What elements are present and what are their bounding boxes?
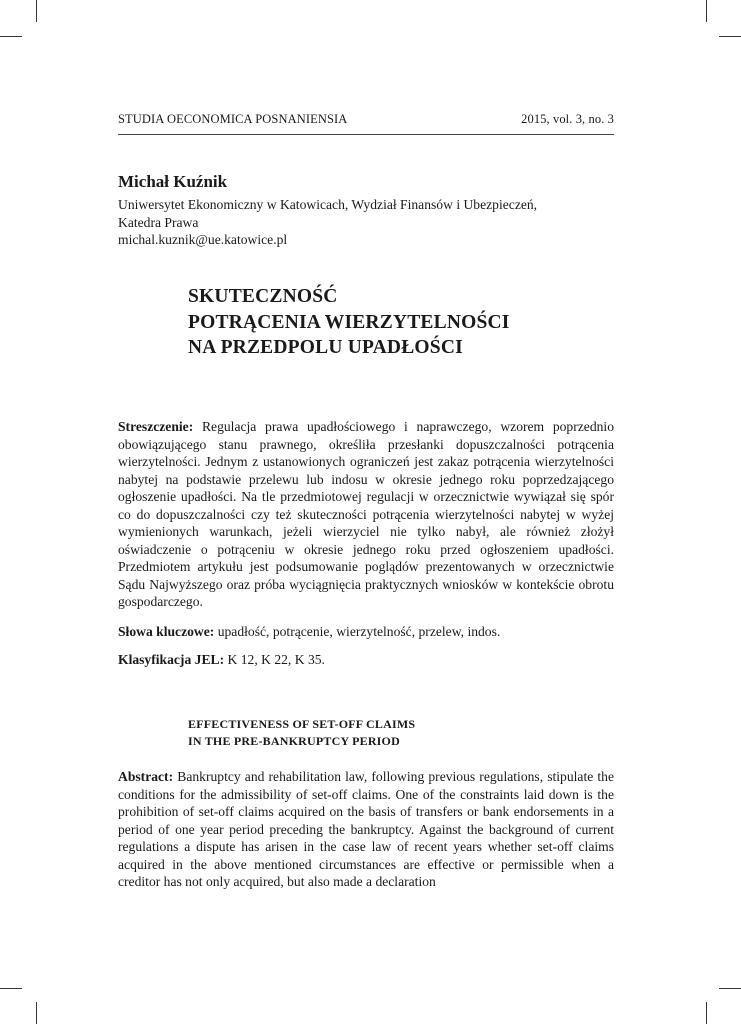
article-title-en <box>188 716 608 750</box>
jel-classification <box>118 652 325 668</box>
affiliation-line-1: Uniwersytet Ekonomiczny w Katowicach, Wydział Finansów i Ubezpieczeń, <box>118 197 538 212</box>
abstract-en-text: Bankruptcy and rehabilitation law, following previous regulations, stipulate the conditions for the admissibility of set-off claims. One of the constraints laid down is the prohibition of set-off claims acquired on the basis of transfers or bank endorsements in a period of one year period preceding the bankruptcy. Against the background of current regulations a dispute has arisen in the case law of recent years whether set-off claims acquired in the above mentioned circumstances are effective or permissible when a creditor has not only acquired, but also made a declaration <box>118 769 614 889</box>
crop-mark-top-right-h <box>719 36 741 37</box>
crop-mark-top-right-v <box>706 0 707 22</box>
keywords <box>118 624 500 640</box>
article-title-pl <box>188 284 608 361</box>
author-affiliation <box>118 196 614 249</box>
abstract-pl <box>118 418 614 611</box>
abstract-pl-text: Regulacja prawa upadłościowego i naprawczego, wzorem poprzednio obowiązującego stanu prawnego, określiła przesłanki dopuszczalności potrącenia wierzytelności. Jednym z ustanowionych ograniczeń jest zakaz potrącenia wierzytelności nabytej na podstawie przelewu lub indosu w okresie jednego roku poprzedzającego ogłoszenie upadłości. Na tle przedmiotowej regulacji w orzecznictwie wywiązał się spór co do dopuszczalności czy też skuteczności potrącenia wierzytelności nabytej w wyżej wymienionych warunkach, jeżeli wierzyciel nie tylko nabył, ale również złożył oświadczenie o potrąceniu w okresie jednego roku przed ogłoszeniem upadłości. Przedmiotem artykułu jest podsumowanie poglądów prezentowanych w orzecznictwie Sądu Najwyższego oraz próba wyciągnięcia praktycznych wniosków w kontekście obrotu gospodarczego. <box>118 419 614 609</box>
abstract-en-label: Abstract: <box>118 769 174 784</box>
title-pl-line-2: POTRĄCENIA WIERZYTELNOŚCI <box>188 311 510 333</box>
keywords-text: upadłość, potrącenie, wierzytelność, przelew, indos. <box>217 624 501 639</box>
crop-mark-bottom-left-h <box>0 988 22 989</box>
title-pl-line-3: NA PRZEDPOLU UPADŁOŚCI <box>188 337 463 358</box>
crop-mark-bottom-right-v <box>706 1002 707 1024</box>
header-rule <box>118 134 614 135</box>
issue-info: 2015, vol. 3, no. 3 <box>521 112 614 126</box>
abstract-en <box>118 768 614 891</box>
crop-mark-top-left-h <box>0 36 22 37</box>
jel-text: K 12, K 22, K 35. <box>227 652 325 667</box>
journal-name: STUDIA OECONOMICA POSNANIENSIA <box>118 112 348 126</box>
author-email: michal.kuznik@ue.katowice.pl <box>118 232 288 247</box>
author-name: Michał Kuźnik <box>118 172 228 191</box>
title-en-line-2: IN THE PRE-BANKRUPTCY PERIOD <box>188 734 400 748</box>
crop-mark-bottom-left-v <box>36 1002 37 1024</box>
affiliation-line-2: Katedra Prawa <box>118 214 199 230</box>
crop-mark-top-left-v <box>36 0 37 22</box>
jel-label: Klasyfikacja JEL: <box>118 652 225 667</box>
keywords-label: Słowa kluczowe: <box>118 624 215 639</box>
title-pl-line-1: SKUTECZNOŚĆ <box>188 286 338 307</box>
title-en-line-1: EFFECTIVENESS OF SET-OFF CLAIMS <box>188 717 416 731</box>
abstract-pl-label: Streszczenie: <box>118 419 194 434</box>
crop-mark-bottom-right-h <box>719 988 741 989</box>
running-header <box>118 112 614 127</box>
